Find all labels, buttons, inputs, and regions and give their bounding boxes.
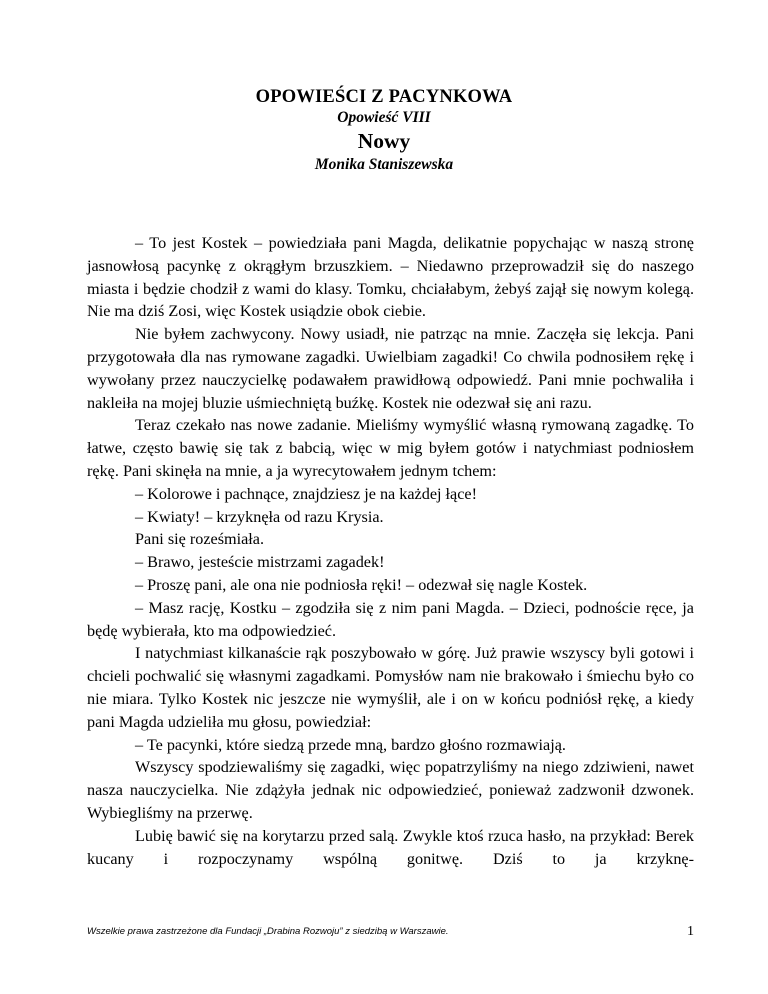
paragraph: I natychmiast kilkanaście rąk poszybowało w górę. Już prawie wszyscy byli gotowi i chcieli pochwalić się własnymi zagadkami. Pomysłów nam nie brakowało i śmiechu było co nie miara. Tylko Kostek nic jeszcze nie wymyślił, ale i on w końcu podniósł rękę, a kiedy pani Magda udzieliła mu głosu, powiedział: — [87, 644, 694, 731]
story-body — [87, 232, 694, 870]
paragraph: Nie byłem zachwycony. Nowy usiadł, nie patrząc na mnie. Zaczęła się lekcja. Pani przygotowała dla nas rymowane zagadki. Uwielbiam zagadki! Co chwila podnosiłem rękę i wywołany przez nauczycielkę podawałem prawidłową odpowiedź. Pani mnie pochwaliła i nakleiła na mojej bluzie uśmiechniętą buźkę. Kostek nie odezwał się ani razu. — [87, 325, 694, 412]
paragraph: – Kwiaty! – krzyknęła od razu Krysia. — [135, 507, 384, 526]
copyright-notice: Wszelkie prawa zastrzeżone dla Fundacji „Drabina Rozwoju” z siedzibą w Warszawie. — [87, 926, 449, 937]
story-title: Nowy — [357, 129, 411, 153]
paragraph: Teraz czekało nas nowe zadanie. Mieliśmy wymyślić własną rymowaną zagadkę. To łatwe, często bawię się tak z babcią, więc w mig byłem gotów i natychmiast podniosłem rękę. Pani skinęła na mnie, a ja wyrecytowałem jednym tchem: — [87, 416, 694, 480]
document-header — [0, 86, 768, 175]
page-number: 1 — [687, 924, 694, 939]
collection-title: OPOWIEŚCI Z PACYNKOWA — [255, 87, 513, 107]
paragraph: – Te pacynki, które siedzą przede mną, bardzo głośno rozmawiają. — [135, 735, 566, 754]
story-number: Opowieść VIII — [337, 109, 431, 126]
paragraph: Pani się roześmiała. — [135, 530, 265, 549]
paragraph: – To jest Kostek – powiedziała pani Magda, delikatnie popychając w naszą stronę jasnowłosą pacynkę z okrągłym brzuszkiem. – Niedawno przeprowadził się do naszego miasta i będzie chodził z wami do klasy. Tomku, chciałabym, żebyś zajął się nowym kolegą. Nie ma dziś Zosi, więc Kostek usiądzie obok ciebie. — [87, 234, 694, 321]
paragraph: – Kolorowe i pachnące, znajdziesz je na każdej łące! — [135, 484, 478, 503]
paragraph: – Brawo, jesteście mistrzami zagadek! — [135, 553, 385, 572]
paragraph: – Masz rację, Kostku – zgodziła się z nim pani Magda. – Dzieci, podnoście ręce, ja będę wybierała, kto ma odpowiedzieć. — [87, 598, 694, 640]
author-name: Monika Staniszewska — [314, 156, 454, 173]
paragraph: – Proszę pani, ale ona nie podniosła ręki! – odezwał się nagle Kostek. — [135, 575, 588, 594]
paragraph: Lubię bawić się na korytarzu przed salą. Zwykle ktoś rzuca hasło, na przykład: Berek kucany i rozpoczynamy wspólną gonitwę. Dziś to ja krzyknę- — [87, 826, 694, 868]
paragraph: Wszyscy spodziewaliśmy się zagadki, więc popatrzyliśmy na niego zdziwieni, nawet nasza nauczycielka. Nie zdążyła jednak nic odpowiedzieć, ponieważ zadzwonił dzwonek. Wybiegliśmy na przerwę. — [87, 758, 694, 822]
